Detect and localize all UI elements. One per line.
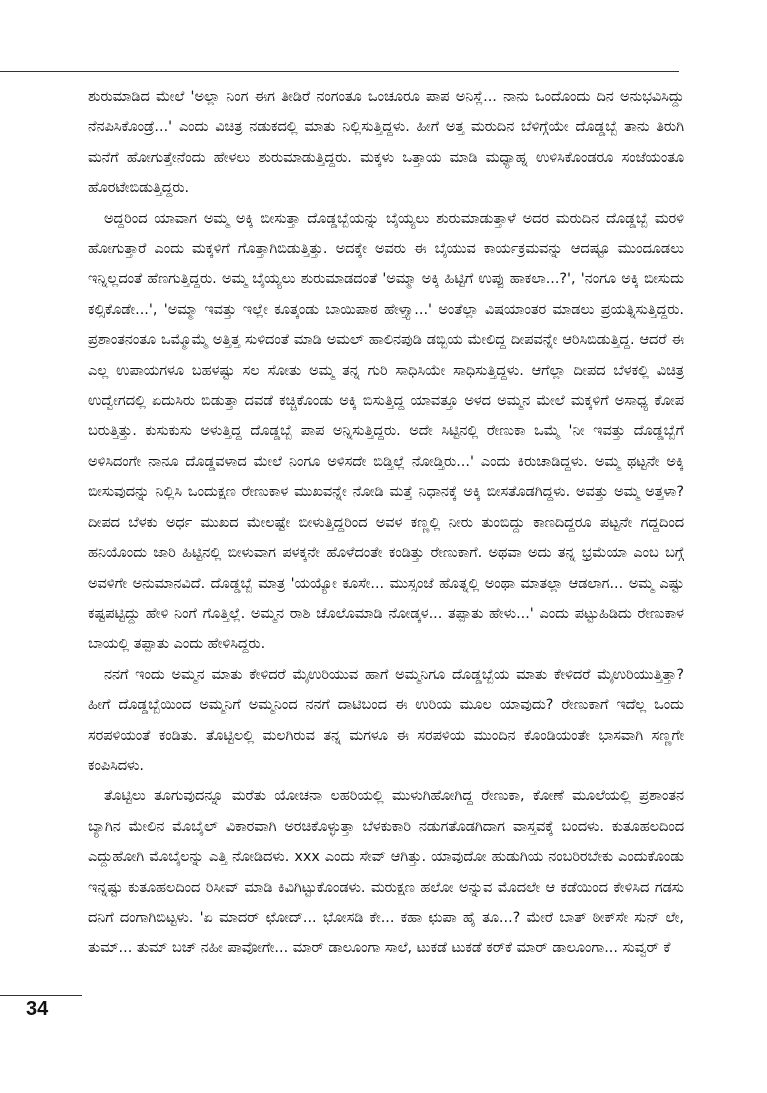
paragraph-1: ಶುರುಮಾಡಿದ ಮೇಲೆ 'ಅಲ್ಲಾ ನಿಂಗ ಈಗ ತೀಡಿರೆ ನಂಗಂತೂ ಒಂಚೂರೂ ಪಾಪ ಅನಿಸ್ಲೆ... ನಾನು ಒಂದೊಂದು ದಿನ ಅನುಭವಿಸಿದ್ದು ನೆನಪಿಸಿಕೊಂಡ್ರೆ...' ಎಂದು ವಿಚಿತ್ರ ನಡುಕದಲ್ಲಿ ಮಾತು ನಿಲ್ಲಿಸುತ್ತಿದ್ದಳು. ಹೀಗೆ ಅತ್ತ ಮರುದಿನ ಬೆಳಿಗ್ಗೆಯೇ ದೊಡ್ಡಬ್ಬೆ ತಾನು ತಿರುಗಿ ಮನೆಗೆ ಹೋಗುತ್ತೇನೆಂದು ಹೇಳಲು ಶುರುಮಾಡುತ್ತಿದ್ದರು. ಮಕ್ಕಳು ಒತ್ತಾಯ ಮಾಡಿ ಮಧ್ಯಾಹ್ನ ಉಳಿಸಿಕೊಂಡರೂ ಸಂಜೆಯಂತೂ ಹೊರಟೇಬಿಡುತ್ತಿದ್ದರು.	[88, 89, 684, 197]
paragraph-3: ನನಗೆ ಇಂದು ಅಮ್ಮನ ಮಾತು ಕೇಳಿದರೆ ಮೈಉರಿಯುವ ಹಾಗೆ ಅಮ್ಮನಿಗೂ ದೊಡ್ಡಬ್ಬೆಯ ಮಾತು ಕೇಳಿದರೆ ಮೈಉರಿಯುತ್ತಿತ್ತಾ? ಹೀಗೆ ದೊಡ್ಡಬ್ಬೆಯಿಂದ ಅಮ್ಮನಿಗೆ ಅಮ್ಮನಿಂದ ನನಗೆ ದಾಟಿಬಂದ ಈ ಉರಿಯ ಮೂಲ ಯಾವುದು? ರೇಣುಕಾಗೆ ಇದೆಲ್ಲ ಒಂದು ಸರಪಳಿಯಂತೆ ಕಂಡಿತು. ತೊಟ್ಟಿಲಲ್ಲಿ ಮಲಗಿರುವ ತನ್ನ ಮಗಳೂ ಈ ಸರಪಳಿಯ ಮುಂದಿನ ಕೊಂಡಿಯಂತೇ ಭಾಸವಾಗಿ ಸಣ್ಣಗೇ ಕಂಪಿಸಿದಳು.	[88, 666, 684, 774]
paragraph-2: ಅದ್ದರಿಂದ ಯಾವಾಗ ಅಮ್ಮ ಅಕ್ಕಿ ಬೀಸುತ್ತಾ ದೊಡ್ಡಬ್ಬೆಯನ್ನು ಬೈಯ್ಯಲು ಶುರುಮಾಡುತ್ತಾಳೆ ಅದರ ಮರುದಿನ ದೊಡ್ಡಬ್ಬೆ ಮರಳಿ ಹೋಗುತ್ತಾರೆ ಎಂದು ಮಕ್ಕಳಿಗೆ ಗೊತ್ತಾಗಿಬಿಡುತ್ತಿತ್ತು. ಅದಕ್ಕೇ ಅವರು ಈ ಬೈಯುವ ಕಾರ್ಯಕ್ರಮವನ್ನು ಆದಷ್ಟೂ ಮುಂದೂಡಲು ಇನ್ನಿಲ್ಲದಂತೆ ಹೆಣಗುತ್ತಿದ್ದರು. ಅಮ್ಮ ಬೈಯ್ಯಲು ಶುರುಮಾಡದಂತೆ 'ಅಮ್ಮಾ ಅಕ್ಕಿ ಹಿಟ್ಟಿಗೆ ಉಪ್ಪು ಹಾಕಲಾ...?', 'ನಂಗೂ ಅಕ್ಕಿ ಬೀಸುದು ಕಲ್ಸಿಕೊಡೇ...', 'ಅಮ್ಮಾ ಇವತ್ತು ಇಲ್ಲೇ ಕೂತ್ಕಂಡು ಬಾಯಿಪಾಠ ಹೇಳ್ತ್ಯಾ...' ಅಂತೆಲ್ಲಾ ವಿಷಯಾಂತರ ಮಾಡಲು ಪ್ರಯತ್ನಿಸುತ್ತಿದ್ದರು. ಪ್ರಶಾಂತನಂತೂ ಒಮ್ಮೊಮ್ಮೆ ಅತ್ತಿತ್ತ ಸುಳಿದಂತೆ ಮಾಡಿ ಅಮಲ್ ಹಾಲಿನಪುಡಿ ಡಬ್ಬಿಯ ಮೇಲಿದ್ದ ದೀಪವನ್ನೇ ಆರಿಸಿಬಿಡುತ್ತಿದ್ದ. ಆದರೆ ಈ ಎಲ್ಲ ಉಪಾಯಗಳೂ ಬಹಳಷ್ಟು ಸಲ ಸೋತು ಅಮ್ಮ ತನ್ನ ಗುರಿ ಸಾಧಿಸಿಯೇ ಸಾಧಿಸುತ್ತಿದ್ದಳು. ಆಗೆಲ್ಲಾ ದೀಪದ ಬೆಳಕಲ್ಲಿ ವಿಚಿತ್ರ ಉದ್ವೇಗದಲ್ಲಿ ಏದುಸಿರು ಬಿಡುತ್ತಾ ದವಡೆ ಕಚ್ಚಿಕೊಂಡು ಅಕ್ಕಿ ಬಿಸುತ್ತಿದ್ದ ಯಾವತ್ತೂ ಅಳದ ಅಮ್ಮನ ಮೇಲೆ ಮಕ್ಕಳಿಗೆ ಅಸಾಧ್ಯ ಕೋಪ ಬರುತ್ತಿತ್ತು. ಕುಸುಕುಸು ಅಳುತ್ತಿದ್ದ ದೊಡ್ಡಬ್ಬೆ ಪಾಪ ಅನ್ನಿಸುತ್ತಿದ್ದರು. ಅದೇ ಸಿಟ್ಟಿನಲ್ಲಿ ರೇಣುಕಾ ಒಮ್ಮೆ 'ನೀ ಇವತ್ತು ದೊಡ್ಡಬ್ಬೆಗೆ ಅಳಿಸಿದಂಗೇ ನಾನೂ ದೊಡ್ಡವಳಾದ ಮೇಲೆ ನಿಂಗೂ ಅಳಿಸದೇ ಬಿಡ್ತಿಲ್ಲೆ ನೋಡ್ತಿರು...' ಎಂದು ಕಿರುಚಾಡಿದ್ದಳು. ಅಮ್ಮ ಥಟ್ಟನೇ ಅಕ್ಕಿ ಬೀಸುವುದನ್ನು ನಿಲ್ಲಿಸಿ ಒಂದುಕ್ಷಣ ರೇಣುಕಾಳ ಮುಖವನ್ನೇ ನೋಡಿ ಮತ್ತೆ ನಿಧಾನಕ್ಕೆ ಅಕ್ಕಿ ಬೀಸತೊಡಗಿದ್ದಳು. ಅವತ್ತು ಅಮ್ಮ ಅತ್ತಳಾ? ದೀಪದ ಬೆಳಕು ಅರ್ಧ ಮುಖದ ಮೇಲಷ್ಟೇ ಬೀಳುತ್ತಿದ್ದರಿಂದ ಅವಳ ಕಣ್ಣಲ್ಲಿ ನೀರು ತುಂಬಿದ್ದು ಕಾಣದಿದ್ದರೂ ಪಟ್ಟನೇ ಗದ್ದದಿಂದ ಹನಿಯೊಂದು ಜಾರಿ ಹಿಟ್ಟಿನಲ್ಲಿ ಬೀಳುವಾಗ ಪಳಕ್ಕನೇ ಹೊಳೆದಂತೇ ಕಂಡಿತ್ತು ರೇಣುಕಾಗೆ. ಅಥವಾ ಅದು ತನ್ನ ಭ್ರಮೆಯಾ ಎಂಬ ಬಗ್ಗೆ ಅವಳಿಗೇ ಅನುಮಾನವಿದೆ. ದೊಡ್ಡಬ್ಬೆ ಮಾತ್ರ 'ಯಯ್ಯೋ ಕೂಸೇ... ಮುಸ್ಸಂಜೆ ಹೊತ್ನಲ್ಲಿ ಅಂಥಾ ಮಾತಲ್ಲಾ ಆಡಲಾಗ... ಅಮ್ಮ ಎಷ್ಟು ಕಷ್ಟಪಟ್ಟಿದ್ದು ಹೇಳಿ ನಿಂಗೆ ಗೊತ್ತಿಲ್ಲೆ. ಅಮ್ಮನ ರಾಶಿ ಚೊಲೊಮಾಡಿ ನೋಡ್ಕಳ... ತಪ್ಪಾತು ಹೇಳು...' ಎಂದು ಪಟ್ಟುಹಿಡಿದು ರೇಣುಕಾಳ ಬಾಯಲ್ಲಿ ತಪ್ಪಾತು ಎಂದು ಹೇಳಿಸಿದ್ದರು.	[88, 210, 684, 653]
body-text	[88, 82, 684, 964]
top-divider-line	[0, 71, 679, 72]
page-number: 34	[26, 998, 49, 1020]
paragraph-4: ತೊಟ್ಟಿಲು ತೂಗುವುದನ್ನೂ ಮರೆತು ಯೋಚನಾ ಲಹರಿಯಲ್ಲಿ ಮುಳುಗಿಹೋಗಿದ್ದ ರೇಣುಕಾ, ಕೋಣೆ ಮೂಲೆಯಲ್ಲಿ ಪ್ರಶಾಂತನ ಬ್ಯಾಗಿನ ಮೇಲಿನ ಮೊಬೈಲ್ ವಿಕಾರವಾಗಿ ಅರಚಿಕೊಳ್ಳುತ್ತಾ ಬೆಳಕುಕಾರಿ ನಡುಗತೊಡಗಿದಾಗ ವಾಸ್ತವಕ್ಕೆ ಬಂದಳು. ಕುತೂಹಲದಿಂದ ಎದ್ದುಹೋಗಿ ಮೊಬೈಲನ್ನು ಎತ್ತಿ ನೋಡಿದಳು. xxx ಎಂದು ಸೇವ್ ಆಗಿತ್ತು. ಯಾವುದೋ ಹುಡುಗಿಯ ನಂಬರಿರಬೇಕು ಎಂದುಕೊಂಡು ಇನ್ನಷ್ಟು ಕುತೂಹಲದಿಂದ ರಿಸೀವ್ ಮಾಡಿ ಕಿವಿಗಿಟ್ಟುಕೊಂಡಳು. ಮರುಕ್ಷಣ ಹಲೋ ಅನ್ನುವ ಮೊದಲೇ ಆ ಕಡೆಯಿಂದ ಕೇಳಿಸಿದ ಗಡಸು ದನಿಗೆ ದಂಗಾಗಿಬಿಟ್ಟಳು. 'ಏ ಮಾದರ್ ಛೋದ್... ಭೋಸಡಿ ಕೇ... ಕಹಾ ಛುಪಾ ಹೈ ತೂ...? ಮೇರೆ ಬಾತ್ ಠೀಕ್‌ಸೇ ಸುನ್ ಲೇ, ತುಮ್... ತುಮ್ ಬಚ್ ನಹೀ ಪಾವೋಗೇ... ಮಾರ್ ಡಾಲೂಂಗಾ ಸಾಲೆ, ಟುಕಡೆ ಟುಕಡೆ ಕರ್‌ಕೆ ಮಾರ್ ಡಾಲೂಂಗಾ... ಸುವ್ವರ್ ಕೆ	[88, 788, 684, 957]
footer-divider-line	[0, 995, 82, 996]
